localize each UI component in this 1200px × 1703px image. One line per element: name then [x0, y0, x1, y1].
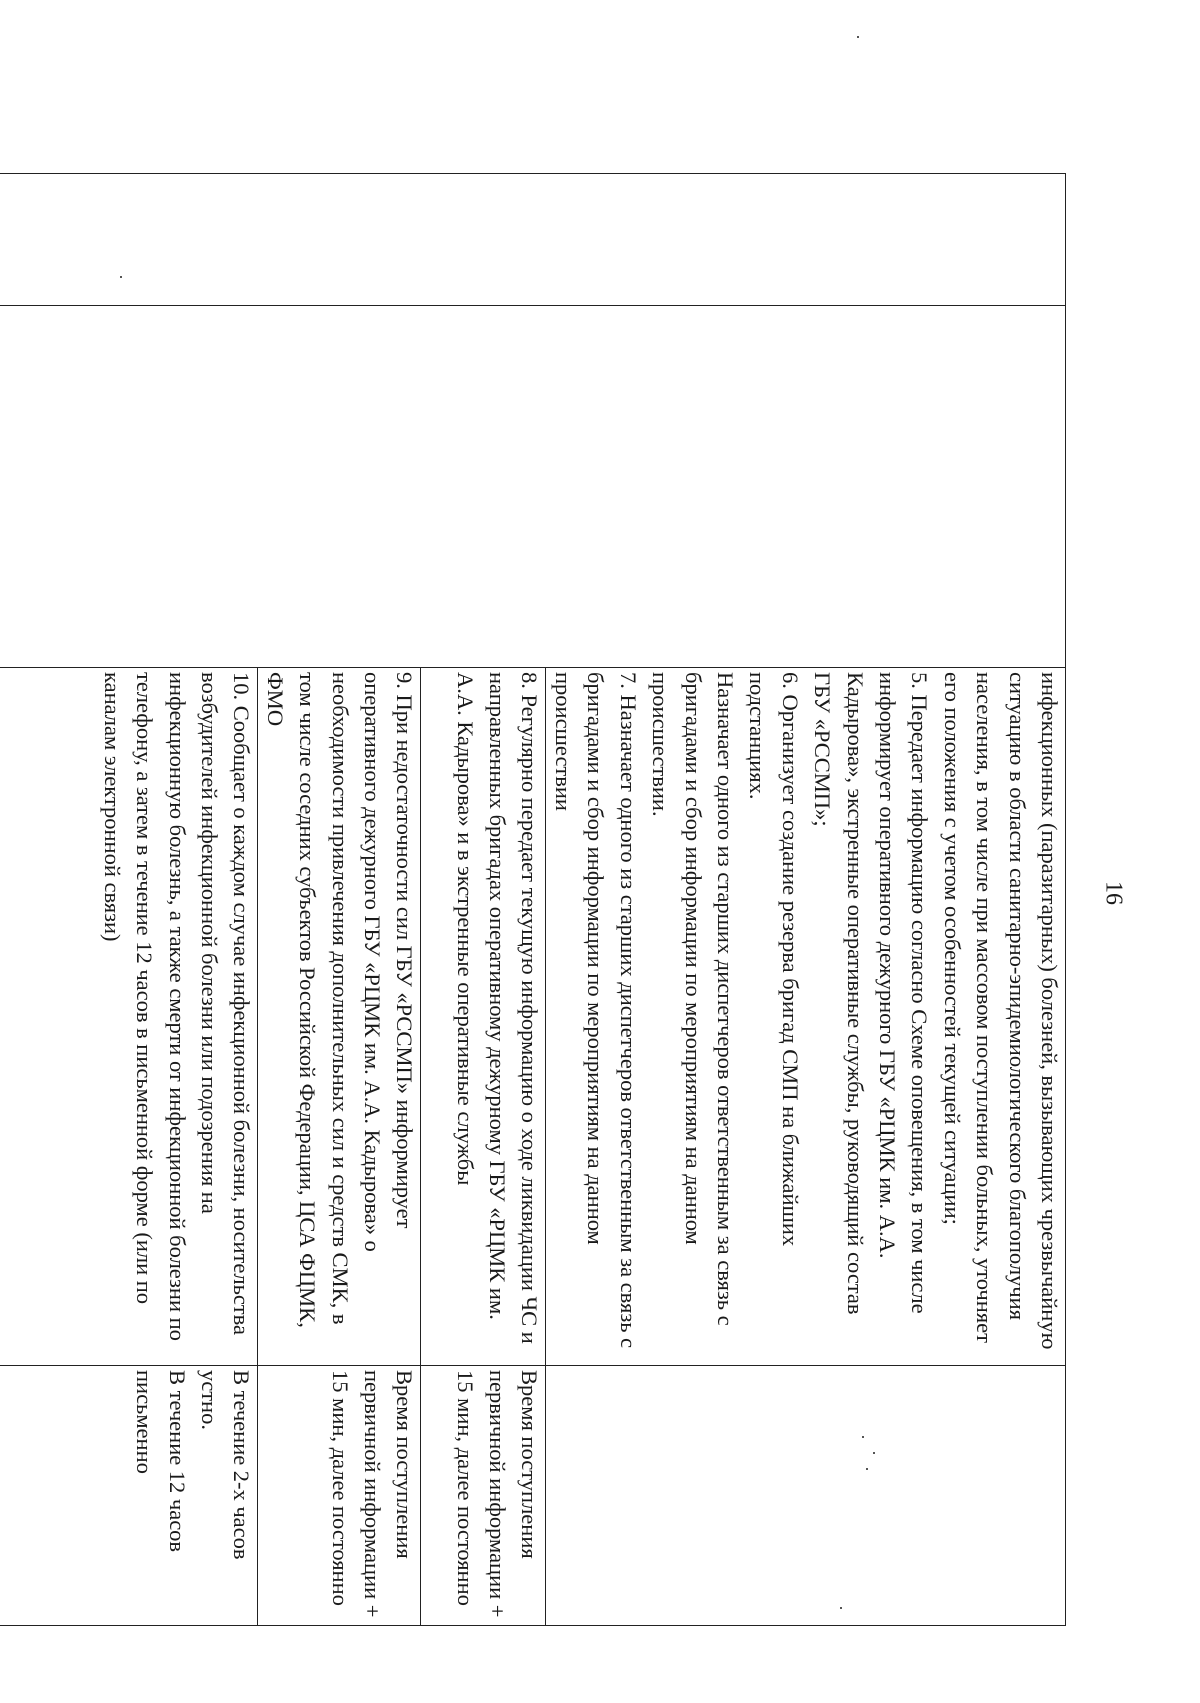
timing-text: В течение 12 часов письменно [132, 1370, 190, 1553]
table-cell-timing [0, 1366, 258, 1626]
table-row [546, 174, 1066, 1626]
page-number: 16 [1100, 881, 1127, 905]
action-text: Назначает одного из старших диспетчеров ответственным за связь с бригадами и сбор информации по мероприятиям на данном происшествии. [648, 672, 738, 1326]
table-cell-actions [258, 668, 421, 1366]
table-cell-timing [258, 1366, 421, 1626]
table-cell-actions [546, 668, 1066, 1366]
rotated-page-content [99, 173, 1066, 1625]
scan-speck [857, 36, 859, 38]
action-text: 5. Передает информацию согласно Схеме оповещения, в том числе информирует оперативного дежурного ГБУ «РЦМК им. А.А. Кадырова», экстренные оперативные службы, руководящий состав ГБУ «РССМП»; [810, 672, 933, 1315]
table-cell-timing [421, 1366, 546, 1626]
action-text: инфекционных (паразитарных) болезней, вызывающих чрезвычайную ситуацию в области санитарно-эпидемиологического благополучия населения, в том числе при массовом поступлении больных, уточняет его положения с учетом особенностей текущей ситуации; [939, 672, 1062, 1350]
table-cell-empty-first [0, 174, 1066, 306]
procedure-table [0, 173, 1066, 1626]
action-text: 10. Сообщает о каждом случае инфекционной болезни, носительства возбудителей инфекционной болезни или подозрения на инфекционную болезнь, а также смерти от инфекционной болезни по телефону, а затем в течение 12 часов в письменной форме (или по каналам электронной связи) [99, 672, 255, 1341]
action-text: 7. Назначает одного из старших диспетчеров ответственным за связь с бригадами и сбор информации по мероприятиям на данном происшествии [550, 672, 641, 1349]
timing-text: В течение 2-х часов устно. [197, 1370, 255, 1560]
rotated-table-frame [99, 173, 1066, 1625]
timing-text: Время поступления первичной информации + 15 мин, далее постоянно [452, 1370, 543, 1618]
table-cell-actions [421, 668, 546, 1366]
table-cell-timing [546, 1366, 1066, 1626]
action-text: 6. Организует создание резерва бригад СМП на ближайших подстанциях. [745, 672, 803, 1247]
table-cell-actions [0, 668, 258, 1366]
action-text: 9. При недостаточности сил ГБУ «РССМП» информирует оперативного дежурного ГБУ «РЦМК им. А.А. Кадырова» о необходимости привлечения дополнительных сил и средств СМК, в том числе соседних субъектов Российской Федерации, ЦСА ФЦМК, ФМО [262, 672, 418, 1328]
action-text: 8. Регулярно передает текущую информацию о ходе ликвидации ЧС и направленных бригадах оперативному дежурному ГБУ «РЦМК им. А.А. Кадырова» и в экстренные оперативные службы [452, 672, 543, 1344]
timing-text: Время поступления первичной информации + 15 мин, далее постоянно [327, 1370, 418, 1618]
table-cell-empty-second [0, 306, 1066, 668]
